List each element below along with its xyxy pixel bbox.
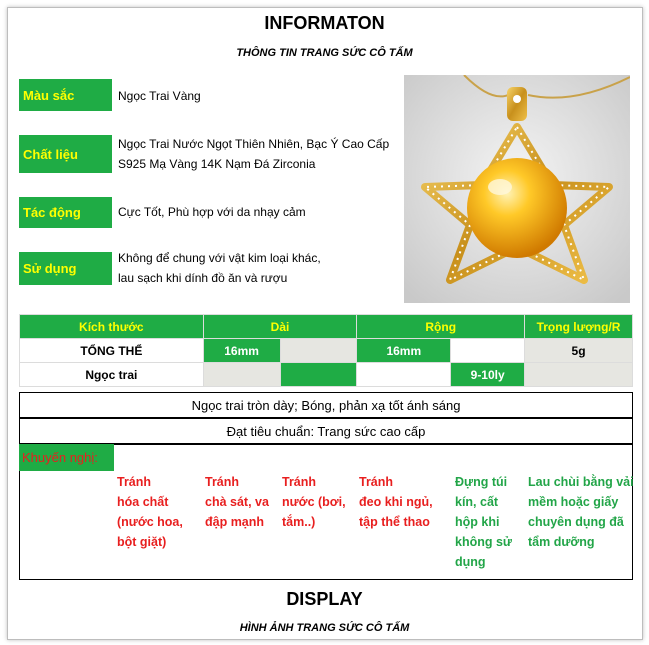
label-usage: Sử dụng xyxy=(19,252,112,285)
spec-cell-empty xyxy=(280,363,357,387)
tip-avoid-sleep-sport: Tránh đeo khi ngủ, tập thể thao xyxy=(359,475,433,529)
value-material: Ngọc Trai Nước Ngọt Thiên Nhiên, Bạc Ý Cao Cấp S925 Mạ Vàng 14K Nạm Đá Zirconia xyxy=(118,137,390,171)
tip-clean-soft-cloth: Lau chùi bằng vải mềm hoặc giấy chuyên dụng đã tẩm dưỡng xyxy=(528,475,634,549)
tip-store-sealed: Đựng túi kín, cất hộp khi không sử dụng xyxy=(455,475,512,569)
product-photo xyxy=(404,75,630,303)
value-usage: Không để chung với vật kim loại khác, lau sạch khi dính đồ ăn và rượu xyxy=(118,251,321,285)
display-title: DISPLAY xyxy=(286,589,363,609)
tip-avoid-water: Tránh nước (bơi, tắm..) xyxy=(282,475,346,529)
label-color: Màu sắc xyxy=(19,79,112,111)
value-color: Ngọc Trai Vàng xyxy=(118,89,201,103)
spec-width-value: 16mm xyxy=(357,339,451,363)
spec-row-name: TỔNG THỂ xyxy=(20,339,204,363)
spec-weight-value: 5g xyxy=(525,339,633,363)
label-material: Chất liệu xyxy=(19,135,112,173)
recommendations-label: Khuyến nghị: xyxy=(19,444,114,471)
spec-header-width: Rộng xyxy=(357,315,525,339)
spec-cell-empty xyxy=(280,339,357,363)
spec-header-row xyxy=(20,315,633,339)
spec-table xyxy=(19,314,633,387)
page-subtitle: THÔNG TIN TRANG SỨC CÔ TẤM xyxy=(236,47,413,59)
spec-row-overall xyxy=(20,339,633,363)
note-quality: Ngọc trai tròn dày; Bóng, phản xạ tốt ánh sáng xyxy=(19,392,633,418)
tip-avoid-impact: Tránh chà sát, va đập mạnh xyxy=(205,475,269,529)
spec-header-weight: Trọng lượng/R xyxy=(525,315,633,339)
page-title: INFORMATON xyxy=(264,13,385,33)
spec-cell-empty xyxy=(525,363,633,387)
spec-row-pearl xyxy=(20,363,633,387)
display-subtitle: HÌNH ẢNH TRANG SỨC CÔ TẤM xyxy=(239,622,410,634)
spec-width-value: 9-10ly xyxy=(451,363,525,387)
spec-length-value: 16mm xyxy=(203,339,280,363)
value-effect: Cực Tốt, Phù hợp với da nhạy cảm xyxy=(118,205,306,219)
label-effect: Tác động xyxy=(19,197,112,228)
spec-cell-empty xyxy=(451,339,525,363)
spec-cell-empty xyxy=(357,363,451,387)
spec-cell-empty xyxy=(203,363,280,387)
spec-header-size: Kích thước xyxy=(20,315,204,339)
spec-row-name: Ngọc trai xyxy=(20,363,204,387)
tip-avoid-chemicals: Tránh hóa chất (nước hoa, bột giặt) xyxy=(117,475,183,549)
note-standard: Đạt tiêu chuẩn: Trang sức cao cấp xyxy=(19,418,633,444)
spec-header-length: Dài xyxy=(203,315,357,339)
